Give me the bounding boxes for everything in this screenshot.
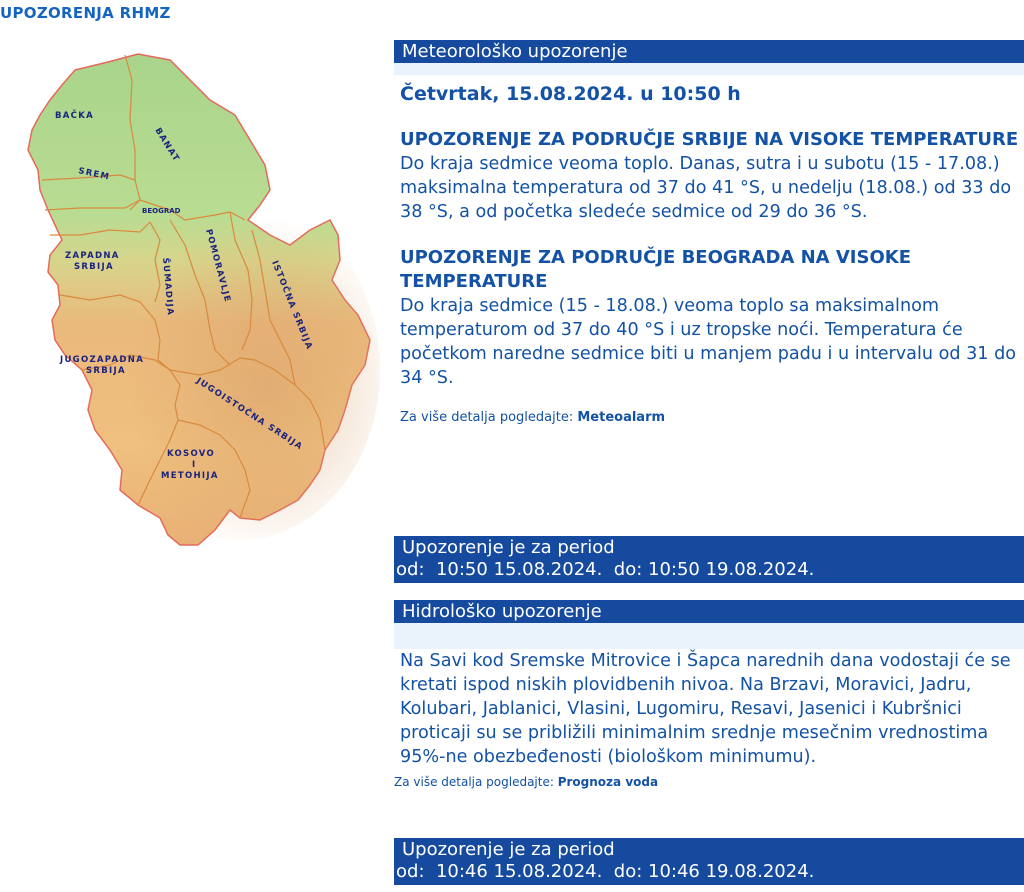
hydro-warning-panel: [394, 600, 1024, 789]
prognoza-voda-link[interactable]: Prognoza voda: [557, 775, 659, 789]
region-label-srem[interactable]: SREM: [77, 166, 111, 183]
region-label-jugozapadna-srbija-2: SRBIJA: [86, 366, 126, 376]
region-label-zapadna-srbija-2: SRBIJA: [74, 262, 114, 272]
meteo-period-box: [394, 536, 1024, 583]
region-label-kosovo[interactable]: KOSOVO: [167, 449, 216, 459]
region-label-kosovo-2: I: [192, 460, 197, 470]
hydro-more-details: [394, 775, 1024, 789]
meteo-period-range: od: 10:50 15.08.2024. do: 10:50 19.08.2024.: [396, 559, 815, 580]
meteo-warning-panel: [394, 40, 1024, 425]
region-label-banat[interactable]: BANAT: [152, 126, 182, 165]
region-label-jugozapadna-srbija[interactable]: JUGOZAPADNA: [60, 355, 145, 365]
region-label-backa[interactable]: BAČKA: [55, 111, 94, 121]
hydro-period-label: Upozorenje je za period: [402, 839, 615, 860]
region-label-zapadna-srbija[interactable]: ZAPADNA: [65, 251, 120, 261]
region-label-sumadija[interactable]: ŠUMADIJA: [160, 257, 176, 317]
hydro-warning-text: Na Savi kod Sremske Mitrovice i Šapca narednih dana vodostaji će se kretati ispod niskih plovidbenih nivoa. Na Brzavi, Moravici, Jadru, Kolubari, Jablanici, Vlasini, Lugomiru, Resavi, Jasenici i Kubršnici proticaji su se približili minimalnim srednje mesečnim vrednostima 95%-ne obezbeđenosti (biološkom minimumu).: [400, 651, 1011, 767]
hydro-more-prefix: Za više detalja pogledajte:: [394, 775, 558, 789]
region-label-jugoistocna-srbija[interactable]: JUGOISTOČNA SRBIJA: [194, 376, 305, 453]
serbia-map-graphic: [20, 40, 380, 560]
warning-text-belgrade: Do kraja sedmice (15 - 18.08.) veoma toplo sa maksimalnom temperaturom od 37 do 40 °S i uz tropske noći. Temperatura će početkom naredne sedmice biti u manjem padu i u intervalu od 31 do 34 °S.: [400, 296, 1017, 388]
hydro-period-range: od: 10:46 15.08.2024. do: 10:46 19.08.2024.: [396, 861, 815, 882]
warning-date: Četvrtak, 15.08.2024. u 10:50 h: [400, 83, 741, 105]
hydro-warning-header: Hidrološko upozorenje: [394, 600, 1024, 625]
region-label-beograd[interactable]: BEOGRAD: [142, 207, 181, 215]
meteo-period-label: Upozorenje je za period: [402, 537, 615, 558]
header-divider: [394, 65, 1024, 75]
warning-title-serbia: UPOZORENJE ZA PODRUČJE SRBIJE NA VISOKE TEMPERATURE: [400, 129, 1019, 150]
warning-title-belgrade: UPOZORENJE ZA PODRUČJE BEOGRADA NA VISOKE TEMPERATURE: [400, 247, 911, 292]
page-title: UPOZORENJA RHMZ: [0, 4, 171, 22]
hydro-header-divider: [394, 625, 1024, 649]
meteoalarm-link[interactable]: Meteoalarm: [577, 410, 666, 425]
region-label-pomoravlje[interactable]: POMORAVLJE: [203, 228, 233, 304]
hydro-period-box: [394, 838, 1024, 885]
region-label-kosovo-3: METOHIJA: [161, 471, 219, 481]
region-label-istocna-srbija[interactable]: ISTOČNA SRBIJA: [269, 259, 315, 352]
meteo-warning-header: Meteorološko upozorenje: [394, 40, 1024, 65]
meteo-more-details: [400, 410, 1024, 425]
serbia-map[interactable]: [20, 40, 380, 560]
meteo-more-prefix: Za više detalja pogledajte:: [400, 410, 578, 425]
warning-text-serbia: Do kraja sedmice veoma toplo. Danas, sutra i u subotu (15 - 17.08.) maksimalna temperatura od 37 do 41 °S, u nedelju (18.08.) od 33 do 38 °S, a od početka sledeće sedmice od 29 do 36 °S.: [400, 154, 1012, 222]
